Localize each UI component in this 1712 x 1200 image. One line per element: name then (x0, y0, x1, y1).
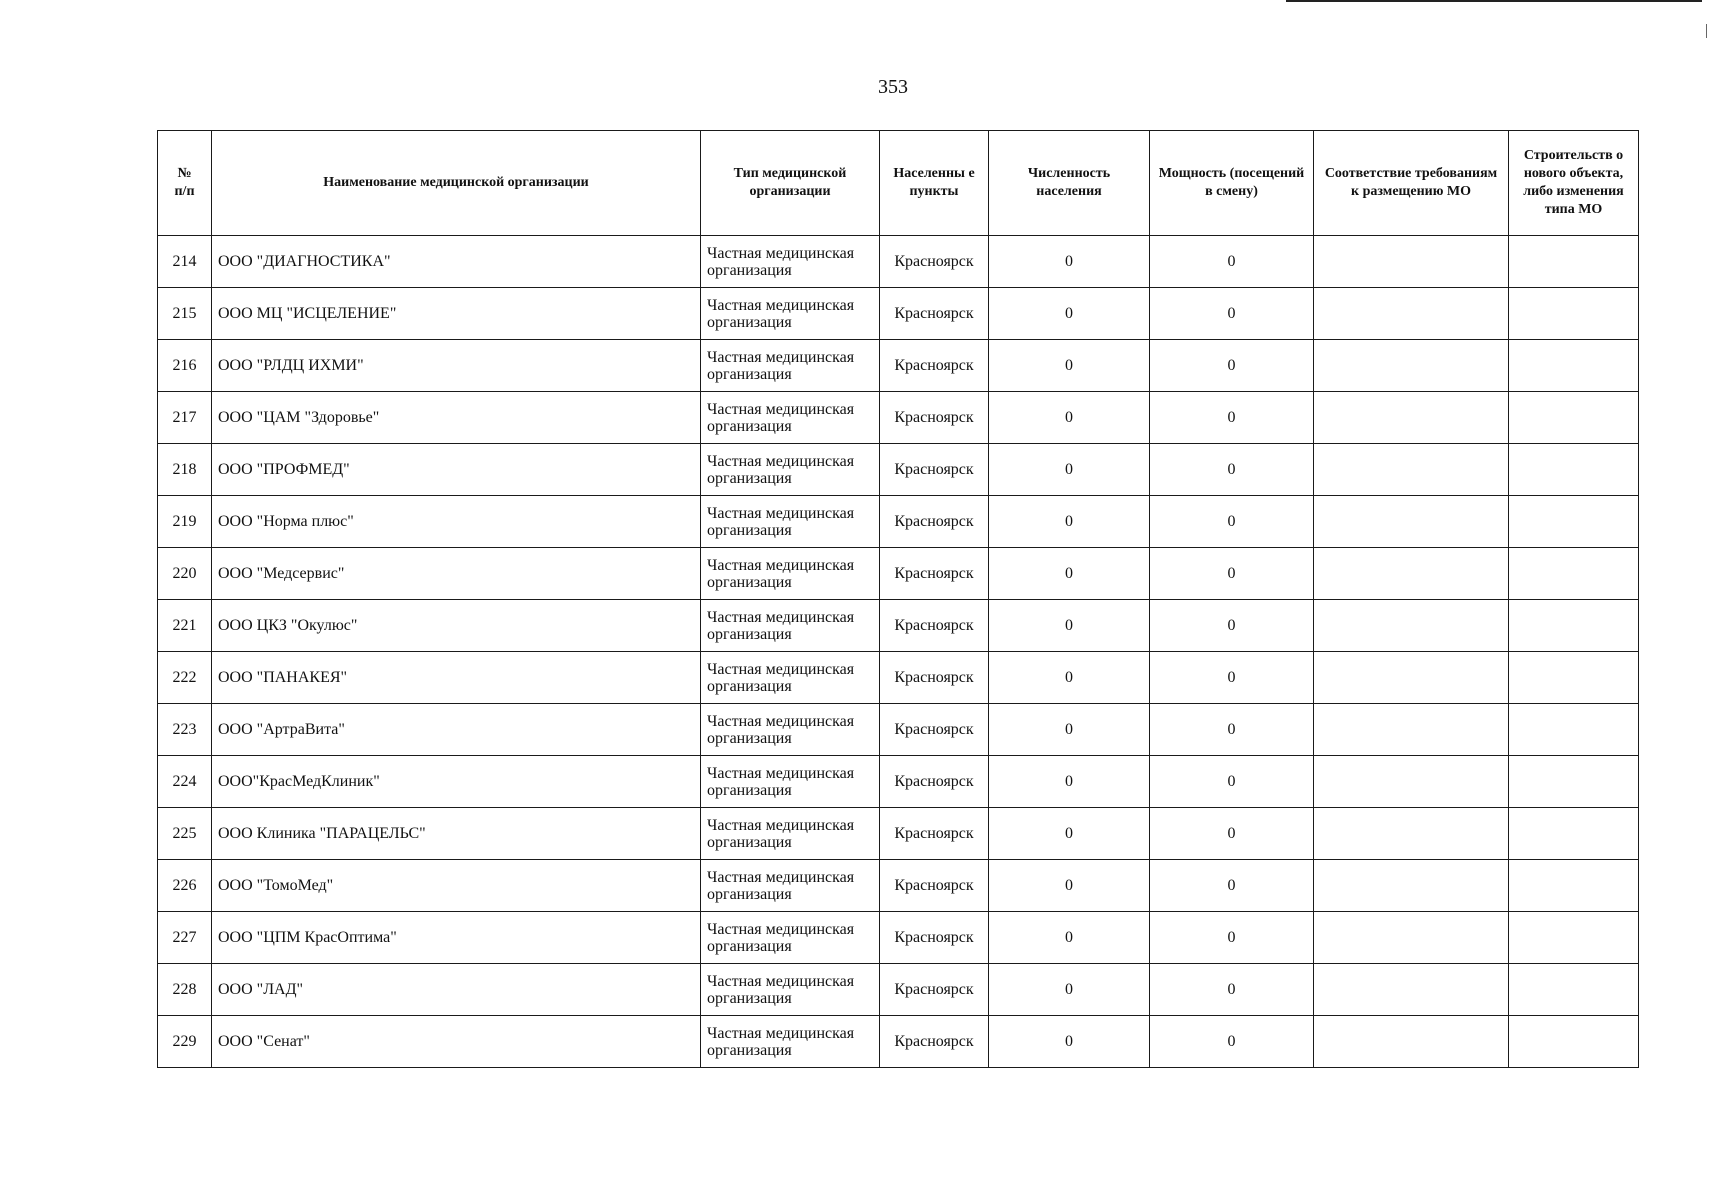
capacity-value: 0 (1150, 756, 1314, 808)
construction-cell (1509, 444, 1639, 496)
table-row (158, 444, 1639, 496)
compliance-cell (1314, 392, 1509, 444)
row-number: 222 (158, 652, 212, 704)
capacity-value: 0 (1150, 808, 1314, 860)
organization-name: ООО "Медсервис" (212, 548, 701, 600)
table-row (158, 600, 1639, 652)
compliance-cell (1314, 704, 1509, 756)
row-number: 225 (158, 808, 212, 860)
capacity-value: 0 (1150, 1016, 1314, 1068)
organization-name: ООО"КрасМедКлиник" (212, 756, 701, 808)
table-row (158, 860, 1639, 912)
compliance-cell (1314, 652, 1509, 704)
compliance-cell (1314, 912, 1509, 964)
header-num: № п/п (158, 131, 212, 236)
table-row (158, 808, 1639, 860)
row-number: 221 (158, 600, 212, 652)
settlement: Красноярск (880, 808, 989, 860)
capacity-value: 0 (1150, 236, 1314, 288)
table-row (158, 392, 1639, 444)
table-row (158, 964, 1639, 1016)
settlement: Красноярск (880, 964, 989, 1016)
population-value: 0 (989, 964, 1150, 1016)
settlement: Красноярск (880, 652, 989, 704)
population-value: 0 (989, 288, 1150, 340)
row-number: 224 (158, 756, 212, 808)
construction-cell (1509, 860, 1639, 912)
construction-cell (1509, 704, 1639, 756)
settlement: Красноярск (880, 600, 989, 652)
table-row (158, 288, 1639, 340)
construction-cell (1509, 496, 1639, 548)
construction-cell (1509, 236, 1639, 288)
population-value: 0 (989, 236, 1150, 288)
compliance-cell (1314, 964, 1509, 1016)
organization-name: ООО "ЦПМ КрасОптима" (212, 912, 701, 964)
organization-type: Частная медицинская организация (701, 964, 880, 1016)
organization-name: ООО "АртраВита" (212, 704, 701, 756)
settlement: Красноярск (880, 496, 989, 548)
compliance-cell (1314, 548, 1509, 600)
population-value: 0 (989, 600, 1150, 652)
population-value: 0 (989, 1016, 1150, 1068)
row-number: 219 (158, 496, 212, 548)
header-population: Численность населения (989, 131, 1150, 236)
organization-type: Частная медицинская организация (701, 600, 880, 652)
organization-type: Частная медицинская организация (701, 340, 880, 392)
organization-type: Частная медицинская организация (701, 756, 880, 808)
construction-cell (1509, 756, 1639, 808)
table-row (158, 236, 1639, 288)
row-number: 217 (158, 392, 212, 444)
population-value: 0 (989, 808, 1150, 860)
table-row (158, 1016, 1639, 1068)
row-number: 216 (158, 340, 212, 392)
construction-cell (1509, 548, 1639, 600)
header-row (158, 131, 1639, 236)
population-value: 0 (989, 496, 1150, 548)
compliance-cell (1314, 236, 1509, 288)
header-name: Наименование медицинской организации (212, 131, 701, 236)
compliance-cell (1314, 808, 1509, 860)
settlement: Красноярск (880, 444, 989, 496)
capacity-value: 0 (1150, 444, 1314, 496)
organization-name: ООО "ЦАМ "Здоровье" (212, 392, 701, 444)
construction-cell (1509, 1016, 1639, 1068)
organization-type: Частная медицинская организация (701, 392, 880, 444)
compliance-cell (1314, 756, 1509, 808)
row-number: 228 (158, 964, 212, 1016)
organization-type: Частная медицинская организация (701, 652, 880, 704)
organization-name: ООО "ПРОФМЕД" (212, 444, 701, 496)
population-value: 0 (989, 340, 1150, 392)
organization-type: Частная медицинская организация (701, 860, 880, 912)
capacity-value: 0 (1150, 600, 1314, 652)
capacity-value: 0 (1150, 392, 1314, 444)
header-compliance: Соответствие требованиям к размещению МО (1314, 131, 1509, 236)
population-value: 0 (989, 860, 1150, 912)
organization-name: ООО "ЛАД" (212, 964, 701, 1016)
table-row (158, 912, 1639, 964)
row-number: 215 (158, 288, 212, 340)
organization-type: Частная медицинская организация (701, 288, 880, 340)
organization-name: ООО Клиника "ПАРАЦЕЛЬС" (212, 808, 701, 860)
organization-type: Частная медицинская организация (701, 1016, 880, 1068)
capacity-value: 0 (1150, 288, 1314, 340)
scan-edge-mark (1706, 24, 1707, 38)
table-row (158, 756, 1639, 808)
compliance-cell (1314, 860, 1509, 912)
organization-type: Частная медицинская организация (701, 236, 880, 288)
row-number: 223 (158, 704, 212, 756)
settlement: Красноярск (880, 548, 989, 600)
organization-type: Частная медицинская организация (701, 444, 880, 496)
capacity-value: 0 (1150, 964, 1314, 1016)
compliance-cell (1314, 1016, 1509, 1068)
compliance-cell (1314, 288, 1509, 340)
construction-cell (1509, 340, 1639, 392)
organization-type: Частная медицинская организация (701, 704, 880, 756)
compliance-cell (1314, 444, 1509, 496)
header-construction: Строительств о нового объекта, либо изменения типа МО (1509, 131, 1639, 236)
row-number: 227 (158, 912, 212, 964)
table-row (158, 704, 1639, 756)
table-row (158, 340, 1639, 392)
top-border-line (1286, 0, 1702, 2)
table-row (158, 548, 1639, 600)
organization-type: Частная медицинская организация (701, 912, 880, 964)
population-value: 0 (989, 548, 1150, 600)
population-value: 0 (989, 444, 1150, 496)
settlement: Красноярск (880, 236, 989, 288)
population-value: 0 (989, 756, 1150, 808)
medical-organizations-table (157, 130, 1639, 1068)
population-value: 0 (989, 392, 1150, 444)
population-value: 0 (989, 912, 1150, 964)
capacity-value: 0 (1150, 860, 1314, 912)
organization-type: Частная медицинская организация (701, 808, 880, 860)
organization-type: Частная медицинская организация (701, 496, 880, 548)
population-value: 0 (989, 652, 1150, 704)
construction-cell (1509, 392, 1639, 444)
construction-cell (1509, 652, 1639, 704)
capacity-value: 0 (1150, 912, 1314, 964)
construction-cell (1509, 964, 1639, 1016)
organization-name: ООО МЦ "ИСЦЕЛЕНИЕ" (212, 288, 701, 340)
row-number: 218 (158, 444, 212, 496)
compliance-cell (1314, 496, 1509, 548)
row-number: 226 (158, 860, 212, 912)
row-number: 220 (158, 548, 212, 600)
compliance-cell (1314, 340, 1509, 392)
header-capacity: Мощность (посещений в смену) (1150, 131, 1314, 236)
organization-type: Частная медицинская организация (701, 548, 880, 600)
settlement: Красноярск (880, 756, 989, 808)
construction-cell (1509, 288, 1639, 340)
settlement: Красноярск (880, 288, 989, 340)
capacity-value: 0 (1150, 652, 1314, 704)
capacity-value: 0 (1150, 496, 1314, 548)
construction-cell (1509, 912, 1639, 964)
settlement: Красноярск (880, 860, 989, 912)
page-number: 353 (878, 76, 908, 98)
organization-name: ООО "ТомоМед" (212, 860, 701, 912)
organization-name: ООО "РЛДЦ ИХМИ" (212, 340, 701, 392)
compliance-cell (1314, 600, 1509, 652)
organization-name: ООО "ДИАГНОСТИКА" (212, 236, 701, 288)
settlement: Красноярск (880, 912, 989, 964)
settlement: Красноярск (880, 704, 989, 756)
organization-name: ООО "ПАНАКЕЯ" (212, 652, 701, 704)
table-row (158, 496, 1639, 548)
header-type: Тип медицинской организации (701, 131, 880, 236)
table-row (158, 652, 1639, 704)
settlement: Красноярск (880, 1016, 989, 1068)
settlement: Красноярск (880, 340, 989, 392)
organization-name: ООО "Норма плюс" (212, 496, 701, 548)
construction-cell (1509, 600, 1639, 652)
capacity-value: 0 (1150, 340, 1314, 392)
construction-cell (1509, 808, 1639, 860)
organization-name: ООО ЦКЗ "Окулюс" (212, 600, 701, 652)
settlement: Красноярск (880, 392, 989, 444)
capacity-value: 0 (1150, 704, 1314, 756)
population-value: 0 (989, 704, 1150, 756)
row-number: 229 (158, 1016, 212, 1068)
organization-name: ООО "Сенат" (212, 1016, 701, 1068)
capacity-value: 0 (1150, 548, 1314, 600)
header-settlement: Населенны е пункты (880, 131, 989, 236)
row-number: 214 (158, 236, 212, 288)
